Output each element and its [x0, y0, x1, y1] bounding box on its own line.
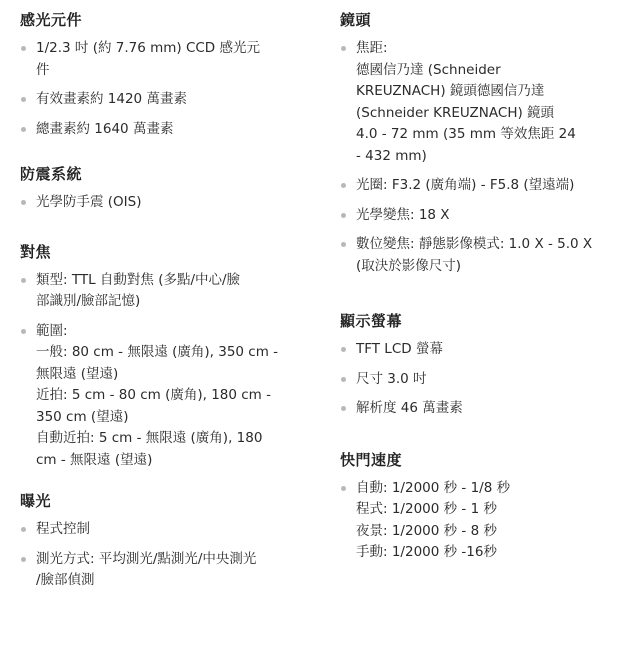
shutter-list	[340, 478, 630, 564]
spec-text: 光學變焦: 18 X	[356, 206, 450, 223]
bullet-icon	[21, 527, 26, 532]
spec-text: 有效畫素約 1420 萬畫素	[36, 91, 187, 107]
section-sensor	[20, 10, 310, 140]
bullet-icon	[341, 213, 346, 218]
list-item	[340, 339, 630, 361]
exposure-list	[20, 519, 310, 592]
spec-text: 測光方式: 平均測光/點測光/中央測光 /臉部偵測	[36, 550, 257, 588]
bullet-icon	[21, 46, 26, 51]
section-title-sensor: 感光元件	[20, 11, 83, 29]
bullet-icon	[341, 183, 346, 188]
bullet-icon	[21, 278, 26, 283]
section-exposure	[20, 491, 310, 592]
section-title-lens: 鏡頭	[340, 11, 372, 29]
right-spec-column	[340, 10, 630, 572]
spec-text: 總畫素約 1640 萬畫素	[36, 120, 174, 137]
list-item	[340, 369, 630, 391]
list-item	[340, 38, 630, 167]
list-item	[20, 38, 310, 81]
section-title-exposure: 曝光	[20, 492, 52, 510]
spec-text: 類型: TTL 自動對焦 (多點/中心/臉 部識別/臉部記憶)	[36, 271, 241, 309]
bullet-icon	[341, 377, 346, 382]
bullet-icon	[341, 486, 346, 491]
bullet-icon	[21, 97, 26, 102]
list-item	[20, 270, 310, 313]
bullet-icon	[21, 557, 26, 562]
bullet-icon	[21, 127, 26, 132]
bullet-icon	[21, 200, 26, 205]
list-item	[340, 478, 630, 564]
list-item	[20, 89, 310, 111]
focus-list	[20, 270, 310, 472]
spec-text: 解析度 46 萬畫素	[356, 400, 463, 416]
bullet-icon	[341, 347, 346, 352]
spec-text: TFT LCD 螢幕	[356, 341, 443, 357]
list-item	[340, 398, 630, 420]
stabilization-list	[20, 192, 310, 214]
left-spec-column	[20, 10, 310, 600]
section-title-focus: 對焦	[20, 242, 52, 261]
list-item	[20, 321, 310, 472]
lens-list	[340, 38, 630, 277]
section-focus	[20, 242, 310, 472]
section-title-display: 顯示螢幕	[340, 312, 403, 330]
sensor-list	[20, 38, 310, 140]
bullet-icon	[21, 329, 26, 334]
section-lens	[340, 10, 630, 277]
list-item	[20, 192, 310, 214]
section-display	[340, 311, 630, 420]
section-title-shutter: 快門速度	[340, 450, 403, 469]
spec-text: 程式控制	[36, 521, 90, 537]
spec-text: 範圍: 一般: 80 cm - 無限遠 (廣角), 350 cm - 無限遠 (望遠) 近拍: 5 cm - 80 cm (廣角), 180 cm - 350 cm (望遠) 自動近拍: 5 cm - 無限遠 (廣角), 180 cm - 無限遠 (望遠)	[36, 322, 279, 468]
spec-text: 光圈: F3.2 (廣角端) - F5.8 (望遠端)	[356, 177, 575, 193]
section-stabilization	[20, 164, 310, 214]
spec-text: 光學防手震 (OIS)	[36, 194, 142, 210]
bullet-icon	[341, 242, 346, 247]
bullet-icon	[341, 46, 346, 51]
display-list	[340, 339, 630, 420]
list-item	[20, 519, 310, 541]
list-item	[20, 119, 310, 141]
list-item	[340, 205, 630, 227]
spec-text: 尺寸 3.0 吋	[356, 370, 427, 387]
list-item	[340, 175, 630, 197]
spec-text: 1/2.3 吋 (約 7.76 mm) CCD 感光元 件	[36, 40, 260, 78]
bullet-icon	[341, 406, 346, 411]
list-item	[340, 234, 630, 277]
section-shutter	[340, 450, 630, 564]
spec-text: 自動: 1/2000 秒 - 1/8 秒 程式: 1/2000 秒 - 1 秒 夜景: 1/2000 秒 - 8 秒 手動: 1/2000 秒 -16秒	[356, 479, 511, 560]
spec-text: 數位變焦: 靜態影像模式: 1.0 X - 5.0 X (取決於影像尺寸)	[356, 236, 593, 274]
section-title-stabilization: 防震系統	[20, 165, 83, 183]
spec-text: 焦距: 德國信乃達 (Schneider KREUZNACH) 鏡頭德國信乃達 (Schneider KREUZNACH) 鏡頭 4.0 - 72 mm (35 mm 等效焦距 24 - 432 mm)	[356, 40, 576, 164]
list-item	[20, 549, 310, 592]
